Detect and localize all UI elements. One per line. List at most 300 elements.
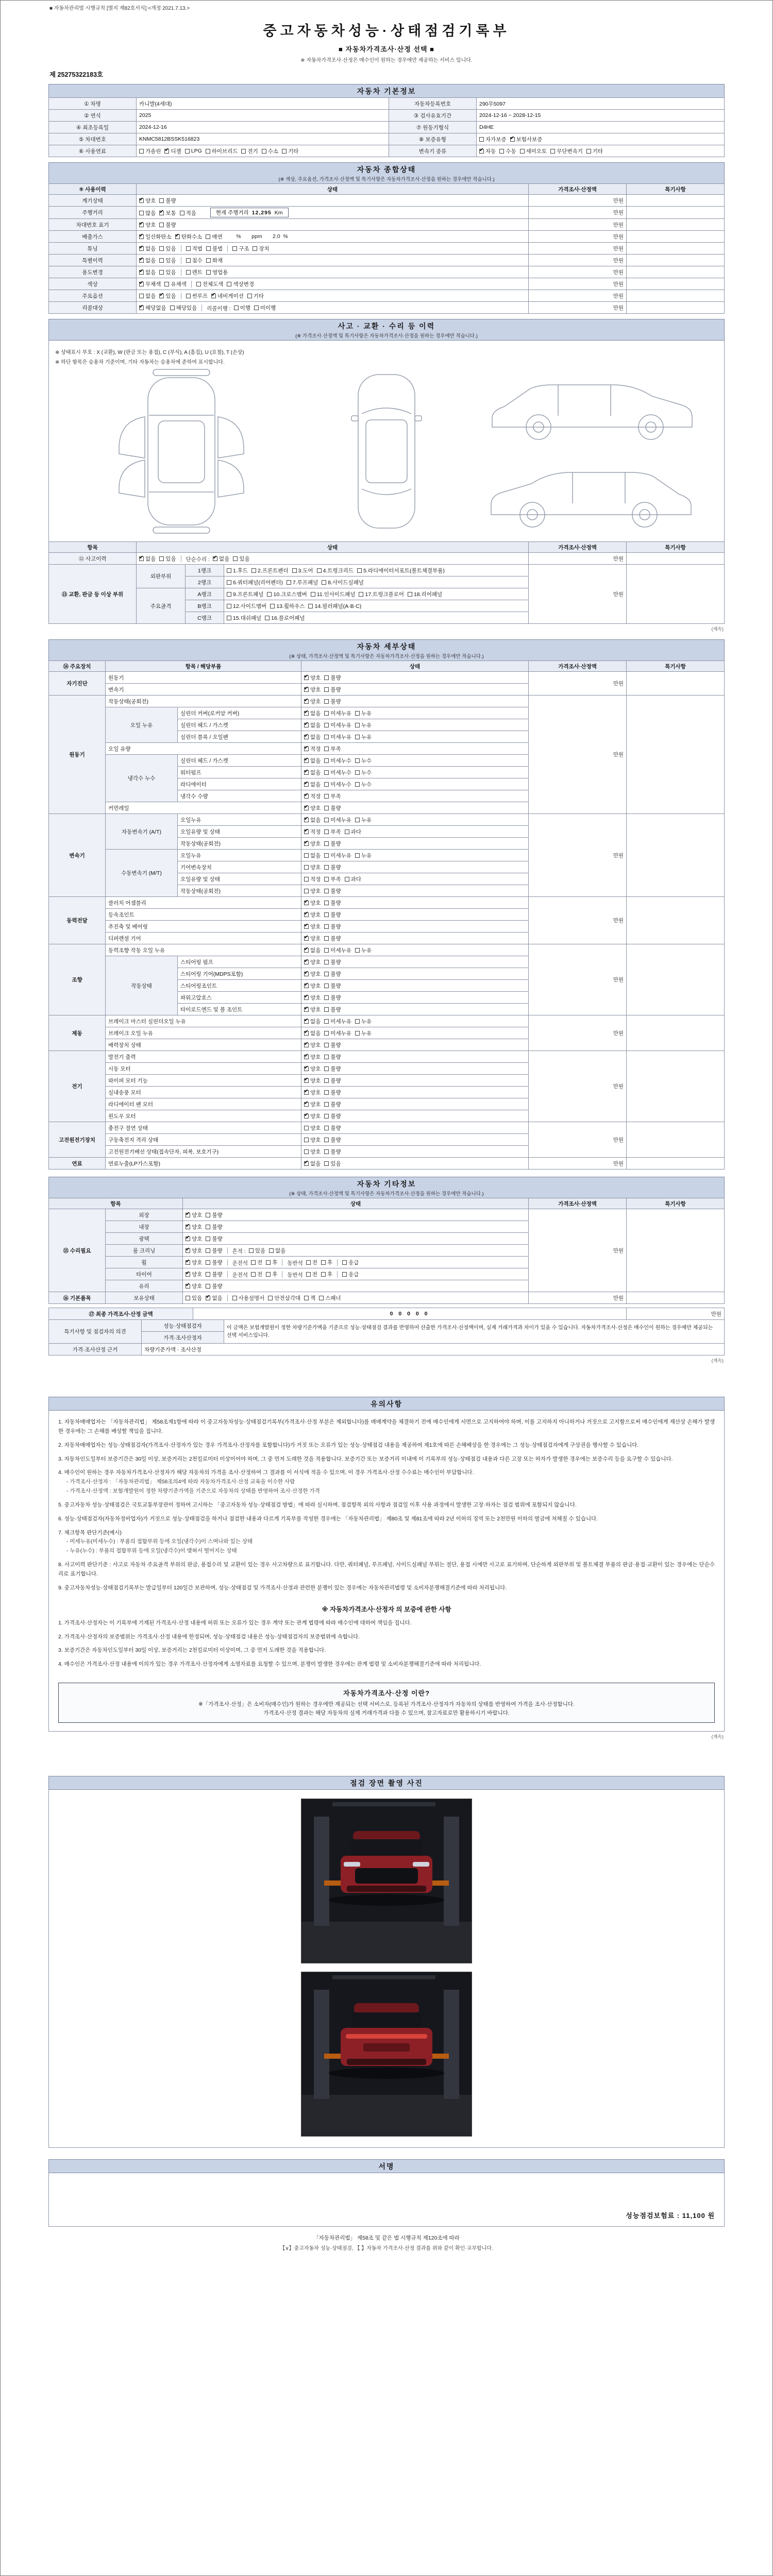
checkbox-option[interactable]: 불량 xyxy=(324,1100,341,1108)
table-row xyxy=(49,122,725,133)
checkbox-option[interactable]: 전 xyxy=(306,1259,317,1266)
checkbox-icon xyxy=(186,258,191,263)
note-cell xyxy=(627,944,725,1015)
price-cell: 만원 xyxy=(529,696,627,814)
checkbox-option[interactable]: ✔ 디젤 xyxy=(164,147,181,155)
checkbox-option[interactable]: 불량 xyxy=(324,804,341,812)
checkbox-option[interactable]: ✔ 없음 xyxy=(139,245,156,252)
checkbox-option[interactable]: 불량 xyxy=(324,958,341,966)
checkbox-option[interactable]: 미세누수 xyxy=(324,781,351,788)
checkbox-icon xyxy=(324,1114,329,1118)
checkbox-icon xyxy=(159,270,164,275)
checkbox-icon xyxy=(227,580,231,585)
checkbox-option[interactable]: 불량 xyxy=(324,1124,341,1132)
section-basic-info xyxy=(48,84,725,157)
checkbox-option[interactable]: 9.프론트패널 xyxy=(227,590,263,598)
checkbox-icon xyxy=(211,294,216,298)
checkbox-option[interactable]: ✔ 양호 xyxy=(186,1259,202,1266)
checkbox-icon xyxy=(227,604,231,608)
checkbox-option[interactable]: 전 xyxy=(251,1259,262,1266)
checkbox-option[interactable]: 화재 xyxy=(206,257,223,264)
checkbox-option[interactable]: 불량 xyxy=(159,197,176,205)
inline-label: 운전석 xyxy=(232,1272,248,1278)
checkbox-option[interactable]: ✔ 양호 xyxy=(304,935,321,942)
checkbox-option[interactable]: 무단변속기 xyxy=(550,147,583,155)
checkbox-option[interactable]: 8.사이드실패널 xyxy=(322,579,364,586)
checkbox-icon xyxy=(304,711,309,716)
checkbox-icon xyxy=(319,1296,324,1300)
notice-item: 6. 성능·상태점검자(자동차정비업자)가 거짓으로 성능·상태점검을 하거나 점검한 내용과 다르게 기록부를 작성한 경우에는 「자동차관리법」 제80조 및 제81조에 따라 2년 이하의 징역 또는 2천만원 이하의 벌금에 처해질 수 있습니다. xyxy=(58,1515,598,1522)
price-cell: 만원 xyxy=(529,672,627,696)
checkbox-option[interactable]: 기타 xyxy=(282,147,298,155)
checkbox-option[interactable]: 15.대쉬패널 xyxy=(227,614,261,622)
checkbox-option[interactable]: 수동 xyxy=(499,147,516,155)
checkbox-option[interactable]: ✔ 없음 xyxy=(304,1029,321,1037)
group-label: 동력전달 xyxy=(49,897,106,944)
checkbox-option[interactable]: 있음 xyxy=(159,555,176,563)
checkbox-option[interactable]: ✔ 양호 xyxy=(304,1112,321,1120)
checkbox-option[interactable]: ✔ 없음 xyxy=(304,757,321,765)
checkbox-option[interactable]: 13.휠하우스 xyxy=(270,602,305,610)
checkbox-option[interactable]: ✔ 양호 xyxy=(186,1247,202,1255)
checkbox-option[interactable]: 누수 xyxy=(355,769,372,776)
checkbox-option[interactable]: ✔ 양호 xyxy=(304,1053,321,1061)
checkbox-option[interactable]: 전기 xyxy=(241,147,258,155)
checkbox-option[interactable]: ✔ 네비게이션 xyxy=(211,292,244,300)
checkbox-option[interactable]: ✔ 양호 xyxy=(304,674,321,682)
checkbox-option[interactable]: 미세누수 xyxy=(324,769,351,776)
checkbox-option[interactable]: 양호 xyxy=(304,887,321,895)
checkbox-option[interactable]: ✔ 양호 xyxy=(304,698,321,705)
checkbox-option[interactable]: 불량 xyxy=(324,1148,341,1156)
checkbox-option[interactable]: 6.쿼터패널(리어펜더) xyxy=(227,579,283,586)
checkbox-option[interactable]: 안전삼각대 xyxy=(268,1294,300,1302)
category-label: 냉각수 누수 xyxy=(106,755,178,802)
column-header: 가격조사·산정액 xyxy=(529,1198,627,1209)
checkbox-option[interactable]: 불량 xyxy=(324,994,341,1002)
checkbox-icon xyxy=(186,1225,190,1229)
checkbox-icon xyxy=(304,699,309,704)
checkbox-option[interactable]: 양호 xyxy=(304,1136,321,1144)
price-cell: 만원 xyxy=(529,565,627,624)
checkbox-icon xyxy=(227,568,231,573)
checkbox-option[interactable]: ✔ 양호 xyxy=(304,994,321,1002)
overall-row xyxy=(49,278,725,290)
checkbox-option[interactable]: 유채색 xyxy=(164,280,186,288)
checkbox-option[interactable]: 있음 xyxy=(249,1247,265,1255)
divider xyxy=(227,1295,228,1301)
checkbox-option[interactable]: 침수 xyxy=(186,257,203,264)
transmission-options xyxy=(477,145,725,157)
checkbox-option[interactable]: 잭 xyxy=(304,1294,315,1302)
checkbox-option[interactable]: 불량 xyxy=(206,1259,222,1266)
photo-rear-graphic xyxy=(301,1972,472,2136)
checkbox-option[interactable]: 불량 xyxy=(324,982,341,990)
checkbox-option[interactable]: 불량 xyxy=(324,923,341,930)
checkbox-option[interactable]: 렌트 xyxy=(186,268,203,276)
item-label: 라디에이터 팬 모터 xyxy=(106,1098,301,1110)
checkbox-icon xyxy=(308,604,313,608)
checkbox-option[interactable]: 불량 xyxy=(324,698,341,705)
checkbox-option[interactable]: 있음 xyxy=(159,257,176,264)
checkbox-icon xyxy=(550,149,555,154)
checkbox-option[interactable]: 10.크로스멤버 xyxy=(267,590,307,598)
checkbox-option[interactable]: 미세누유 xyxy=(324,1018,351,1025)
checkbox-option[interactable]: ✔ 없음 xyxy=(304,816,321,824)
overall-state-table xyxy=(48,183,725,314)
divider xyxy=(227,1247,228,1254)
checkbox-option[interactable]: 누유 xyxy=(355,946,372,954)
item-label: 스티어링 기어(MDPS포함) xyxy=(178,968,301,980)
checkbox-icon xyxy=(324,865,329,870)
final-price-label: ⑰ 최종 가격조사·산정 금액 xyxy=(49,1308,193,1320)
checkbox-option[interactable]: 불량 xyxy=(324,1077,341,1084)
checkbox-option[interactable]: 누유 xyxy=(355,721,372,729)
checkbox-option[interactable]: ✔ 없음 xyxy=(206,1294,222,1302)
checkbox-option[interactable]: 불법 xyxy=(206,245,223,252)
checkbox-option[interactable]: ✔ 양호 xyxy=(304,970,321,978)
checkbox-option[interactable]: ✔ 없음 xyxy=(304,781,321,788)
checkbox-option[interactable]: 없음 xyxy=(269,1247,285,1255)
checkbox-option[interactable]: ✔ 양호 xyxy=(304,911,321,919)
checkbox-option[interactable]: 불량 xyxy=(206,1270,222,1278)
checkbox-option[interactable]: 있음 xyxy=(233,555,249,563)
checkbox-option[interactable]: ✔ 보험사보증 xyxy=(510,135,543,143)
overall-row xyxy=(49,290,725,302)
detail-row xyxy=(49,814,725,826)
checkbox-option[interactable]: ✔ 없음 xyxy=(304,709,321,717)
checkbox-option[interactable]: 누유 xyxy=(355,1029,372,1037)
checkbox-option[interactable]: 자가보증 xyxy=(479,135,507,143)
price-cell: 만원 xyxy=(529,897,627,944)
checkbox-option[interactable]: 불량 xyxy=(324,863,341,871)
checkbox-option[interactable]: 누유 xyxy=(355,816,372,824)
notice-item: 1. 자동차매매업자는 「자동차관리법」 제58조제1항에 따라 이 중고자동차성능·상태점검기록부(가격조사·산정 부분은 제외합니다)를 매매계약을 체결하기 전에 매수인에게 서면으로 고지하여야 하며, 이를 고지하지 아니하거나 거짓으로 고지함으로써 매수인에게 재산상 손해가 발생한 경우에는 그 손해를 배상할 책임을 집니다. xyxy=(58,1419,715,1434)
checkbox-option[interactable]: 응급 xyxy=(342,1270,359,1278)
checkbox-option[interactable]: ✔ 있음 xyxy=(159,292,176,300)
checkbox-option[interactable]: ✔ 양호 xyxy=(304,804,321,812)
checkbox-icon xyxy=(324,699,329,704)
checkbox-option[interactable]: 불량 xyxy=(324,887,341,895)
checkbox-option[interactable]: ✔ 해당없음 xyxy=(139,304,166,312)
checkbox-option[interactable]: 적정 xyxy=(304,875,321,883)
item-label: 실린더 블록 / 오일팬 xyxy=(178,731,301,743)
checkbox-option[interactable]: ✔ 양호 xyxy=(304,923,321,930)
checkbox-option[interactable]: ✔ 양호 xyxy=(186,1235,202,1243)
checkbox-icon xyxy=(164,149,169,154)
checkbox-icon xyxy=(262,149,266,154)
checkbox-icon xyxy=(206,246,211,251)
checkbox-option[interactable]: ✔ 양호 xyxy=(304,1077,321,1084)
checkbox-option[interactable]: 불량 xyxy=(324,911,341,919)
checkbox-option[interactable]: ✔ 자동 xyxy=(479,147,496,155)
item-label: 원동기 xyxy=(106,672,301,684)
checkbox-option[interactable]: ✔ 양호 xyxy=(304,1065,321,1073)
fuel-options xyxy=(137,145,389,157)
checkbox-option[interactable]: 있음 xyxy=(186,1294,202,1302)
checkbox-option[interactable]: ✔ 없음 xyxy=(139,268,156,276)
checkbox-icon xyxy=(139,246,144,251)
checkbox-option[interactable]: 후 xyxy=(321,1259,332,1266)
checkbox-icon xyxy=(170,306,175,310)
checkbox-option[interactable]: 미이행 xyxy=(254,304,276,312)
checkbox-option[interactable]: 누유 xyxy=(355,709,372,717)
checkbox-icon xyxy=(324,1007,329,1012)
checkbox-icon xyxy=(342,1272,347,1277)
checkbox-option[interactable]: 11.인사이드패널 xyxy=(311,590,356,598)
checkbox-option[interactable]: ✔ 양호 xyxy=(186,1211,202,1219)
checkbox-option[interactable]: 불량 xyxy=(324,1053,341,1061)
checkbox-option[interactable]: 누유 xyxy=(355,733,372,741)
checkbox-option[interactable]: 불량 xyxy=(324,899,341,907)
checkbox-option[interactable]: 양호 xyxy=(304,1124,321,1132)
checkbox-option[interactable]: 하이브리드 xyxy=(206,147,238,155)
detail-row xyxy=(49,1015,725,1027)
fee-label: 성능점검보험료 : xyxy=(626,2211,680,2219)
checkbox-option[interactable]: 14.필러패널(A·B·C) xyxy=(308,602,361,610)
checkbox-option[interactable]: ✔ 양호 xyxy=(304,686,321,693)
checkbox-option[interactable]: 부족 xyxy=(324,828,341,836)
mileage-label: 현재 주행거리 xyxy=(215,210,249,216)
checkbox-option[interactable]: 해당있음 xyxy=(170,304,197,312)
checkbox-icon xyxy=(324,735,329,739)
checkbox-option[interactable]: 불량 xyxy=(206,1223,222,1231)
checkbox-option[interactable]: 과다 xyxy=(345,828,361,836)
checkbox-option[interactable]: 매연 xyxy=(206,233,222,241)
detail-row xyxy=(49,1292,725,1304)
checkbox-option[interactable]: ✔ 없음 xyxy=(304,946,321,954)
checkbox-icon xyxy=(139,198,144,203)
checkbox-option[interactable]: 가솔린 xyxy=(139,147,161,155)
checkbox-option[interactable]: 양호 xyxy=(304,863,321,871)
checkbox-option[interactable]: 불량 xyxy=(206,1247,222,1255)
checkbox-option[interactable]: 있음 xyxy=(159,268,176,276)
checkbox-option[interactable]: 불량 xyxy=(324,1041,341,1049)
checkbox-option[interactable]: ✔ 적정 xyxy=(304,828,321,836)
checkbox-option[interactable]: 3.도어 xyxy=(292,567,313,574)
checkbox-option[interactable]: 미세누수 xyxy=(324,757,351,765)
other-info-header: 자동차 기타정보 (※ 상태, 가격조사·산정액 및 특기사항은 자동차가격조사·산정을 원하는 경우에만 적습니다.) xyxy=(48,1177,725,1198)
checkbox-option[interactable]: 많음 xyxy=(139,209,156,217)
checkbox-icon xyxy=(196,282,201,286)
checkbox-option[interactable]: 미세누유 xyxy=(324,721,351,729)
item-label: 브레이크 오일 누유 xyxy=(106,1027,301,1039)
category-label: 작동상태 xyxy=(106,956,178,1015)
checkbox-option[interactable]: ✔ 양호 xyxy=(139,221,156,229)
note-cell xyxy=(627,696,725,814)
checkbox-option[interactable]: ✔ 없음 xyxy=(304,721,321,729)
checkbox-icon xyxy=(324,1090,329,1095)
checkbox-option[interactable]: 미세누유 xyxy=(324,709,351,717)
checkbox-option[interactable]: 누수 xyxy=(355,757,372,765)
checkbox-option[interactable]: ✔ 없음 xyxy=(304,733,321,741)
checkbox-option[interactable]: 적법 xyxy=(186,245,203,252)
checkbox-option[interactable]: 불량 xyxy=(206,1211,222,1219)
checkbox-icon xyxy=(304,984,309,988)
checkbox-option[interactable]: 5.라디에이터서포트(볼트체결부품) xyxy=(357,567,445,574)
checkbox-option[interactable]: 16.플로어패널 xyxy=(265,614,305,622)
checkbox-icon xyxy=(251,1272,256,1277)
guarantee-item: 1. 가격조사·산정자는 이 기록부에 기재된 가격조사·산정 내용에 허위 또는 오류가 있는 경우 계약 또는 관계 법령에 따라 매수인에 대하여 책임을 집니다. xyxy=(58,1619,412,1626)
checkbox-option[interactable]: 양호 xyxy=(304,1148,321,1156)
checkbox-option[interactable]: 미세누유 xyxy=(324,1029,351,1037)
checkbox-option[interactable]: LPG xyxy=(185,148,202,154)
column-header: 상태 xyxy=(137,542,529,553)
checkbox-option[interactable]: ✔ 양호 xyxy=(304,1041,321,1049)
checkbox-option[interactable]: 없음 xyxy=(139,292,156,300)
checkbox-option[interactable]: ✔ 보통 xyxy=(159,209,176,217)
divider xyxy=(201,304,202,311)
first-reg-value: 2024-12-16 xyxy=(137,122,389,133)
checkbox-option[interactable]: 없음 xyxy=(304,852,321,859)
checkbox-option[interactable]: ✔ 없음 xyxy=(139,555,156,563)
checkbox-option[interactable]: ✔ 양호 xyxy=(304,899,321,907)
checkbox-option[interactable]: ✔ 탄화수소 xyxy=(175,233,203,241)
inline-label: 흔적 : xyxy=(232,1248,246,1255)
checkbox-option[interactable]: 불량 xyxy=(324,1089,341,1096)
notice-subitem: - 누유(누수) : 부품의 접합부위 등에 오일(냉각수)이 맺혀서 떨어지는 상태 xyxy=(66,1548,237,1554)
checkbox-option[interactable]: 세미오토 xyxy=(520,147,547,155)
checkbox-icon xyxy=(266,1260,271,1265)
checkbox-option[interactable]: 과다 xyxy=(345,875,361,883)
checkbox-icon xyxy=(324,877,329,882)
checkbox-option[interactable]: 2.프론트펜더 xyxy=(251,567,288,574)
checkbox-option[interactable]: 색상변경 xyxy=(227,280,254,288)
checkbox-option[interactable]: ✔ 없음 xyxy=(304,1160,321,1167)
checkbox-option[interactable]: 응급 xyxy=(342,1259,359,1266)
group-label: ⑮ 수리필요 xyxy=(49,1209,106,1292)
checkbox-option[interactable]: 불량 xyxy=(206,1282,222,1290)
checkbox-icon xyxy=(206,1284,210,1289)
checkbox-option[interactable]: ✔ 없음 xyxy=(139,257,156,264)
note-cell xyxy=(627,1158,725,1170)
checkbox-option[interactable]: 전 xyxy=(306,1270,317,1278)
checkbox-option[interactable]: 불량 xyxy=(324,674,341,682)
note-cell xyxy=(627,1292,725,1304)
checkbox-icon xyxy=(324,758,329,763)
checkbox-option[interactable]: 1.후드 xyxy=(227,567,248,574)
accident-history-table xyxy=(48,541,725,565)
checkbox-icon xyxy=(479,149,484,154)
checkbox-option[interactable]: 불량 xyxy=(159,221,176,229)
section-inspection-photos xyxy=(48,1776,725,2148)
checkbox-option[interactable]: 누유 xyxy=(355,852,372,859)
checkbox-option[interactable]: ✔ 양호 xyxy=(186,1223,202,1231)
checkbox-option[interactable]: ✔ 양호 xyxy=(304,958,321,966)
checkbox-option[interactable]: 기타 xyxy=(586,147,603,155)
checkbox-option[interactable]: 수소 xyxy=(262,147,278,155)
checkbox-option[interactable]: ✔ 적정 xyxy=(304,792,321,800)
column-header: ⑨ 사용이력 xyxy=(49,184,137,195)
checkbox-option[interactable]: 구조 xyxy=(232,245,249,252)
column-header: 상태 xyxy=(301,661,529,672)
checkbox-option[interactable]: 4.트렁크리드 xyxy=(317,567,354,574)
checkbox-option[interactable]: ✔ 양호 xyxy=(186,1282,202,1290)
zone-label-outer: 외판부위 xyxy=(137,565,186,588)
checkbox-option[interactable]: 영업용 xyxy=(206,268,228,276)
checkbox-option[interactable]: 후 xyxy=(266,1259,277,1266)
checkbox-option[interactable]: ✔ 양호 xyxy=(304,1089,321,1096)
checkbox-option[interactable]: 미세누유 xyxy=(324,816,351,824)
checkbox-option[interactable]: 7.루프패널 xyxy=(287,579,318,586)
checkbox-option[interactable]: ✔ 양호 xyxy=(304,840,321,848)
checkbox-option[interactable]: 12.사이드멤버 xyxy=(227,602,266,610)
checkbox-option[interactable]: 썬루프 xyxy=(186,292,208,300)
checkbox-option[interactable]: 전 xyxy=(251,1270,262,1278)
rank-row xyxy=(49,565,725,577)
checkbox-option[interactable]: 불량 xyxy=(324,1136,341,1144)
checkbox-option[interactable]: ✔ 없음 xyxy=(213,555,229,563)
checkbox-option[interactable]: 기타 xyxy=(247,292,264,300)
checkbox-option[interactable]: 누수 xyxy=(355,781,372,788)
inspection-photo-rear xyxy=(301,1972,472,2136)
item-label: 실린더 커버(로커암 커버) xyxy=(178,707,301,719)
checkbox-option[interactable]: 불량 xyxy=(324,1112,341,1120)
checkbox-option[interactable]: 있음 xyxy=(324,1160,341,1167)
continued-marker: (계속) xyxy=(711,626,724,632)
other-info-table xyxy=(48,1198,725,1304)
form-reference: ■ 자동차관리법 시행규칙 [별지 제82호서식] <개정 2021.7.13.> xyxy=(49,6,190,11)
checkbox-option[interactable]: ✔ 양호 xyxy=(186,1270,202,1278)
checkbox-option[interactable]: ✔ 적정 xyxy=(304,745,321,753)
checkbox-option[interactable]: ✔ 양호 xyxy=(304,1100,321,1108)
checkbox-option[interactable]: 부족 xyxy=(324,875,341,883)
checkbox-option[interactable]: ✔ 일산화탄소 xyxy=(139,233,172,241)
checkbox-option[interactable]: 17.트렁크플로어 xyxy=(359,590,404,598)
checkbox-option[interactable]: 18.리어패널 xyxy=(408,590,442,598)
group-label: 제동 xyxy=(49,1015,106,1051)
checkbox-icon xyxy=(324,936,329,941)
checkbox-option[interactable]: ✔ 무채색 xyxy=(139,280,161,288)
checkbox-option[interactable]: 스패너 xyxy=(319,1294,341,1302)
pricing-info-title: 자동차가격조사·산정 이란? xyxy=(343,1689,430,1698)
checkbox-option[interactable]: 후 xyxy=(321,1270,332,1278)
checkbox-option[interactable]: 불량 xyxy=(324,1006,341,1013)
item-label: 보유상태 xyxy=(106,1292,183,1304)
checkbox-option[interactable]: ✔ 양호 xyxy=(139,197,156,205)
checkbox-option[interactable]: 미세누유 xyxy=(324,733,351,741)
checkbox-option[interactable]: 불량 xyxy=(324,840,341,848)
checkbox-option[interactable]: 부족 xyxy=(324,792,341,800)
checkbox-option[interactable]: ✔ 양호 xyxy=(304,1006,321,1013)
price-cell: 만원 xyxy=(529,266,627,278)
price-cell: 만원 xyxy=(529,231,627,243)
checkbox-option[interactable]: 미세누유 xyxy=(324,852,351,859)
checkbox-option[interactable]: 전체도색 xyxy=(196,280,224,288)
signature-area[interactable] xyxy=(48,2173,725,2227)
checkbox-option[interactable]: 사용설명서 xyxy=(232,1294,265,1302)
checkbox-option[interactable]: 미세누유 xyxy=(324,946,351,954)
checkbox-option[interactable]: 불량 xyxy=(324,1065,341,1073)
checkbox-icon xyxy=(324,747,329,751)
checkbox-option[interactable]: ✔ 양호 xyxy=(304,982,321,990)
item-label: 휠 xyxy=(106,1257,183,1268)
checkbox-option[interactable]: 누유 xyxy=(355,1018,372,1025)
checkbox-option[interactable]: ✔ 없음 xyxy=(304,1018,321,1025)
checkbox-option[interactable]: 부족 xyxy=(324,745,341,753)
checkbox-option[interactable]: 장치 xyxy=(253,245,269,252)
checkbox-option[interactable]: 적음 xyxy=(180,209,196,217)
checkbox-option[interactable]: 있음 xyxy=(159,245,176,252)
checkbox-option[interactable]: 불량 xyxy=(324,970,341,978)
checkbox-option[interactable]: 후 xyxy=(266,1270,277,1278)
checkbox-option[interactable]: 불량 xyxy=(324,686,341,693)
checkbox-icon xyxy=(254,306,259,310)
checkbox-option[interactable]: 불량 xyxy=(324,935,341,942)
checkbox-option[interactable]: ✔ 없음 xyxy=(304,769,321,776)
checkbox-option[interactable]: 불량 xyxy=(206,1235,222,1243)
checkbox-option[interactable]: 이행 xyxy=(234,304,250,312)
